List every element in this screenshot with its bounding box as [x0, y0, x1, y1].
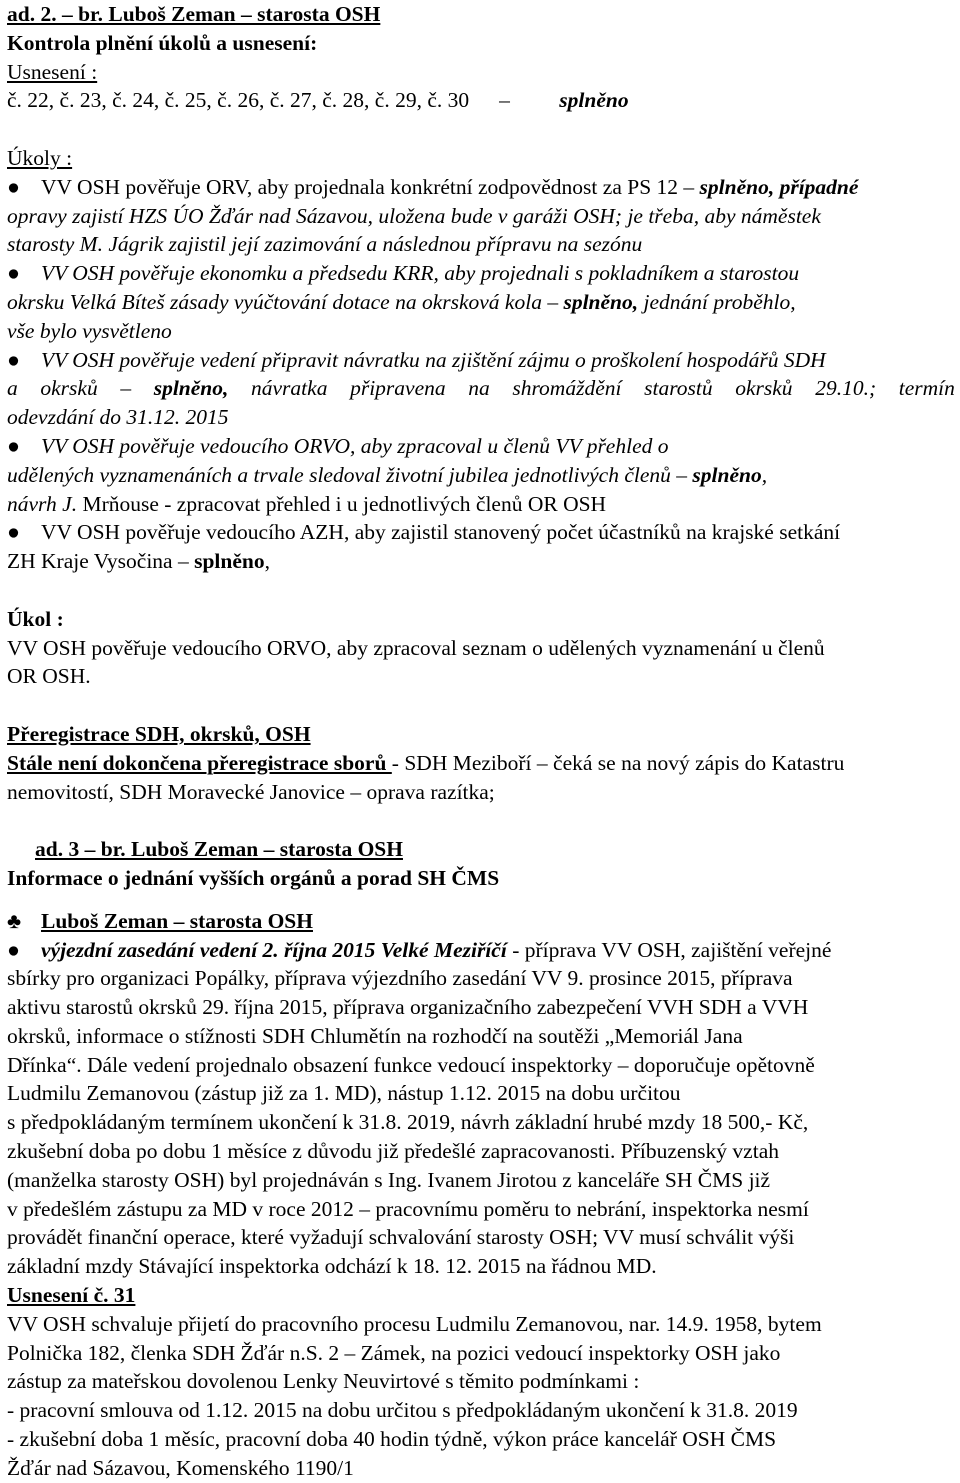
task1-line3	[7, 230, 960, 259]
ukoly-label: Úkoly :	[7, 145, 73, 170]
task3-word: starostů	[644, 376, 713, 401]
item3-p-line: Dřínka“. Dále vedení projednalo obsazení funkce vedoucí inspektorky – doporučuje opětovně	[7, 1052, 815, 1077]
task3-word: připravena	[350, 376, 446, 401]
task2-line2-c: jednání proběhlo,	[638, 289, 796, 314]
club-icon: ♣	[7, 908, 22, 933]
usneseni31-line: - pracovní smlouva od 1.12. 2015 na dobu určitou s předpokládaným ukončení k 31.8. 2019	[7, 1398, 798, 1423]
task3-text: VV OSH pověřuje vedení připravit návratku na zjištění zájmu o proškolení hospodářů SDH	[41, 347, 826, 372]
item3-p-line: základní mzdy Stávající inspektorka odchází k 18. 12. 2015 na řádnou MD.	[7, 1254, 657, 1279]
task5-line2-c: ,	[264, 549, 270, 574]
task2-line1	[7, 259, 960, 288]
item3-p-rest: - příprava VV OSH, zajištění veřejné	[506, 937, 832, 962]
task3-word: termín	[898, 376, 955, 401]
usneseni31-line: Polnička 182, členka SDH Žďár n.S. 2 – Zámek, na pozici vedoucí inspektorky OSH jako	[7, 1340, 781, 1365]
task5-line2-a: ZH Kraje Vysočina –	[7, 549, 195, 574]
task4-line3	[7, 490, 960, 519]
bullet-icon: ●	[7, 174, 20, 199]
item3-p-line: s předpokládaným termínem ukončení k 31.8. 2019, návrh základní hrubé mzdy 18 500,- Kč,	[7, 1110, 809, 1135]
task3-word: 29.10.;	[815, 376, 877, 401]
bullet-icon: ●	[7, 433, 20, 458]
ukol-line2: OR OSH.	[7, 664, 91, 689]
bullet-icon: ●	[7, 261, 20, 286]
usneseni-label: Usnesení :	[7, 59, 98, 84]
ukol-label: Úkol :	[7, 606, 64, 631]
task3-line2	[7, 374, 955, 403]
task4-line3-b: Mrňouse - zpracovat přehled i u jednotlivých členů OR OSH	[82, 491, 607, 516]
task3-word: návratka	[251, 376, 328, 401]
item3-p-line: provádět finanční operace, které vyžadují schvalování starosty OSH; VV musí schválit výši	[7, 1225, 795, 1250]
task4-line3-a: návrh J.	[7, 491, 83, 516]
task3-word: okrsků	[735, 376, 793, 401]
usneseni-line	[7, 86, 960, 115]
task1-text: VV OSH pověřuje ORV, aby projednala konkrétní zodpovědnost za PS 12 –	[41, 174, 700, 199]
task2-line3: vše bylo vysvětleno	[7, 318, 172, 343]
ukol-line1: VV OSH pověřuje vedoucího ORVO, aby zpracoval seznam o udělených vyznamenání u členů	[7, 635, 825, 660]
usneseni-list: č. 22, č. 23, č. 24, č. 25, č. 26, č. 27, č. 28, č. 29, č. 30	[7, 88, 470, 113]
usneseni31-line: - zkušební doba 1 měsíc, pracovní doba 40 hodin týdně, výkon práce kancelář OSH ČMS	[7, 1427, 777, 1452]
task5-line1	[7, 518, 960, 547]
task1-line2: opravy zajistí HZS ÚO Žďár nad Sázavou, uložena bude v garáži OSH; je třeba, aby náměstek	[7, 203, 821, 228]
task5-line2	[7, 547, 960, 576]
bullet-icon: ●	[7, 937, 20, 962]
item3-p-line: (manželka starosty OSH) byl projednáván s Ing. Ivanem Jirotou z kanceláře SH ČMS již	[7, 1167, 771, 1192]
prereg-heading: Přeregistrace SDH, okrsků, OSH	[7, 721, 311, 746]
usneseni-dash: –	[499, 88, 510, 113]
item3-p-line1	[7, 936, 960, 965]
item3-p-line: zkušební doba po dobu 1 měsíce z důvodu již předešlé zapracovanosti. Příbuzenský vztah	[7, 1139, 779, 1164]
task1-line1	[7, 173, 960, 202]
task1-line3-a: starosty M.	[7, 232, 109, 257]
task2-line2-a: okrsku Velká Bíteš zásady vyúčtování dotace na okrsková kola –	[7, 289, 564, 314]
item3-person: Luboš Zeman – starosta OSH	[41, 908, 313, 933]
task3-line3: odevzdání do 31.12. 2015	[7, 405, 229, 430]
usneseni-status: splněno	[559, 88, 629, 113]
task1-status: splněno, případné	[699, 174, 859, 199]
prereg-line2: nemovitostí, SDH Moravecké Janovice – oprava razítka;	[7, 779, 495, 804]
task2-status: splněno,	[563, 289, 639, 314]
item3-person-line	[7, 907, 960, 936]
task3-word: na	[468, 376, 490, 401]
prereg-bold: Stále není dokončena přeregistrace sborů	[7, 750, 392, 775]
task4-text: VV OSH pověřuje vedoucího ORVO, aby zpracoval u členů VV přehled o	[41, 433, 669, 458]
usneseni31-line: VV OSH schvaluje přijetí do pracovního procesu Ludmilu Zemanovou, nar. 14.9. 1958, bytem	[7, 1311, 822, 1336]
task3-status: splněno,	[153, 376, 229, 401]
item3-p-line: aktivu starostů okrsků 29. října 2015, příprava organizačního zabezpečení VVH SDH a VVH	[7, 995, 809, 1020]
task2-line2	[7, 288, 960, 317]
task4-status: splněno	[692, 462, 762, 487]
item2-heading-ad: ad. 2. – br. Luboš Zeman – starosta OSH	[7, 2, 381, 26]
task2-text: VV OSH pověřuje ekonomku a předsedu KRR, aby projednali s pokladníkem a starostou	[41, 261, 800, 286]
item3-heading-ad: ad. 3 – br. Luboš Zeman – starosta OSH	[35, 837, 403, 862]
task3-word: okrsků	[40, 376, 98, 401]
task5-status: splněno	[194, 549, 265, 574]
prereg-line1-text: - SDH Meziboří – čeká se na nový zápis do Katastru	[391, 750, 845, 775]
task3-line1	[7, 346, 960, 375]
task3-word: –	[120, 376, 132, 401]
usneseni31-line: zástup za mateřskou dovolenou Lenky Neuvirtové s těmito podmínkami :	[7, 1369, 640, 1394]
usneseni31-line: Žďár nad Sázavou, Komenského 1190/1	[7, 1455, 354, 1480]
task5-text: VV OSH pověřuje vedoucího AZH, aby zajistil stanovený počet účastníků na krajské setkání	[41, 520, 841, 545]
task4-line2	[7, 461, 960, 490]
usneseni31-heading: Usnesení č. 31	[7, 1283, 136, 1308]
bullet-icon: ●	[7, 347, 20, 372]
prereg-line1	[7, 749, 960, 778]
item3-p-line: sbírky pro organizaci Popálky, příprava výjezdního zasedání VV 9. prosince 2015, příprava	[7, 966, 793, 991]
item3-p-line: v předešlém zástupu za MD v roce 2012 – pracovnímu poměru to nebrání, inspektorka nesmí	[7, 1196, 809, 1221]
item3-p-bold: výjezdní zasedání vedení 2. října 2015 Velké Meziříčí	[41, 937, 507, 962]
task4-line2-a: udělených vyznamenáních a trvale sledoval životní jubilea jednotlivých členů –	[7, 462, 693, 487]
bullet-icon: ●	[7, 520, 20, 545]
item2-heading-title: Kontrola plnění úkolů a usnesení:	[7, 30, 318, 55]
task3-word: a	[7, 376, 18, 401]
item3-heading-title: Informace o jednání vyšších orgánů a porad SH ČMS	[7, 865, 500, 890]
task3-word: shromáždění	[512, 376, 622, 401]
task4-line1	[7, 432, 960, 461]
item3-p-line: Ludmilu Zemanovou (zástup již za 1. MD), nástup 1.12. 2015 na dobu určitou	[7, 1081, 681, 1106]
task4-line2-c: ,	[761, 462, 768, 487]
task1-line3-b: Jágrik zajistil její zazimování a následnou přípravu na sezónu	[108, 232, 643, 257]
item3-p-line: okrsků, informace o stížnosti SDH Chlumětín na rozhodčí na soutěži „Memoriál Jana	[7, 1023, 743, 1048]
